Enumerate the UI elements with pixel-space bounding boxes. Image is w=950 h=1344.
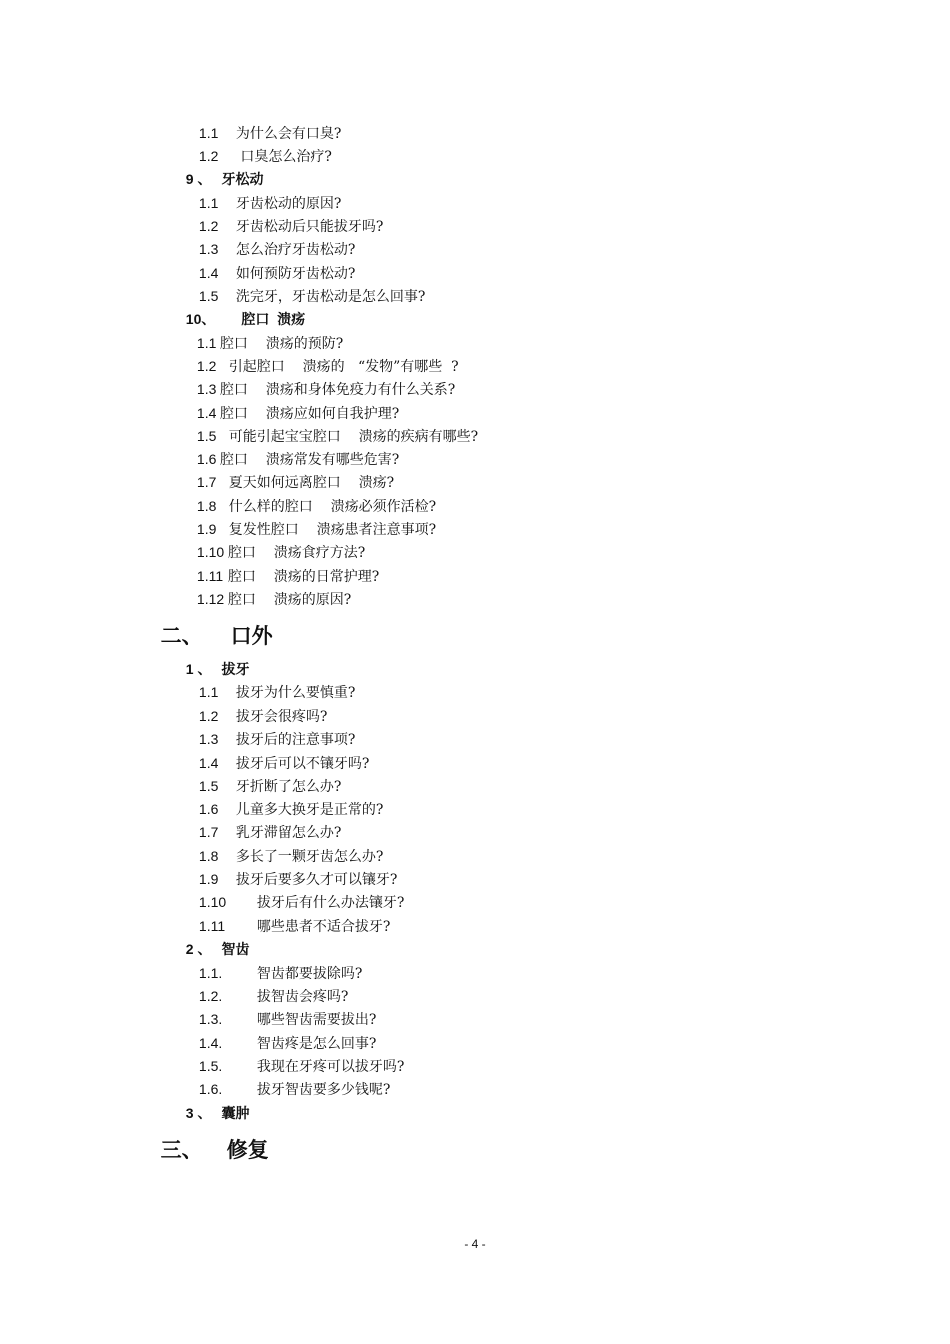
item-text: 拔牙智齿要多少钱呢? — [256, 1082, 391, 1098]
item-number: 1.1 — [198, 195, 219, 211]
item-text: 多长了一颗牙齿怎么办? — [235, 849, 384, 865]
list-item — [190, 779, 384, 818]
item-text: 智齿疼是怎么回事? — [256, 1036, 377, 1052]
list-item — [190, 943, 363, 982]
section-number: 3 、 — [185, 1105, 212, 1121]
chapter-number: 二、 — [160, 623, 203, 648]
item-text: 拔智齿会疼吗? — [256, 989, 349, 1005]
item-number: 1.4 — [198, 265, 219, 281]
item-number: 1.8 — [196, 498, 217, 514]
item-text: 腔口 溃疡应如何自我护理? — [219, 406, 400, 422]
item-text: 我现在牙疼可以拔牙吗? — [256, 1059, 405, 1075]
item-number: 1.7 — [196, 474, 217, 490]
item-text: 牙折断了怎么办? — [235, 779, 342, 795]
item-text: 哪些智齿需要拔出? — [256, 1012, 377, 1028]
list-item — [190, 849, 398, 888]
section-number: 1 、 — [185, 661, 212, 677]
item-text: 如何预防牙齿松动? — [235, 266, 356, 282]
item-text: 复发性腔口 溃疡患者注意事项? — [219, 522, 437, 538]
list-item — [188, 476, 437, 515]
section-number: 2 、 — [185, 941, 212, 957]
list-item — [190, 126, 332, 165]
item-text: 牙齿松动的原因? — [235, 196, 342, 212]
section-heading — [178, 639, 250, 677]
chapter-title: 修复 — [226, 1137, 269, 1162]
item-text: 腔口 溃疡的原因? — [227, 592, 352, 608]
list-item — [190, 709, 356, 748]
item-number: 1.5 — [198, 778, 219, 794]
item-number: 1.12 — [196, 591, 225, 607]
item-text: 拔牙后有什么办法镶牙? — [256, 895, 405, 911]
item-text: 腔口 溃疡食疗方法? — [227, 545, 366, 561]
list-item — [188, 359, 456, 398]
list-item — [188, 336, 459, 375]
item-number: 1.1 — [198, 684, 219, 700]
item-number: 1.7 — [198, 824, 219, 840]
item-number: 1.6 — [198, 801, 219, 817]
list-item — [188, 383, 400, 422]
item-number: 1.4 — [198, 755, 219, 771]
item-number: 1.11 — [198, 918, 226, 934]
list-item — [188, 452, 395, 491]
item-number: 1.1 — [198, 125, 219, 141]
item-number: 1.2 — [198, 708, 219, 724]
item-text: 可能引起宝宝腔口 溃疡的疾病有哪些? — [219, 429, 479, 445]
section-title: 囊肿 — [221, 1105, 250, 1121]
item-number: 1.6 — [196, 451, 217, 467]
item-text: 儿童多大换牙是正常的? — [235, 802, 384, 818]
item-text: 夏天如何远离腔口 溃疡? — [219, 475, 395, 491]
list-item — [190, 1013, 377, 1052]
item-text: 腔口 溃疡常发有哪些危害? — [219, 452, 400, 468]
section-heading — [178, 289, 306, 327]
item-number: 1.10 — [198, 894, 227, 910]
item-text: 拔牙后的注意事项? — [235, 732, 356, 748]
section-title: 腔口 溃疡 — [241, 311, 306, 327]
list-item — [190, 219, 356, 258]
item-text: 腔口 溃疡的预防? — [219, 336, 344, 352]
item-number: 1.1 — [196, 335, 217, 351]
list-item — [190, 686, 328, 725]
list-item — [188, 522, 366, 561]
list-item — [190, 173, 342, 212]
list-item — [185, 311, 344, 352]
item-text: 腔口 溃疡的日常护理? — [227, 569, 380, 585]
item-number: 1.1. — [198, 965, 223, 981]
item-number: 1.5. — [198, 1058, 223, 1074]
list-item — [190, 1036, 405, 1075]
list-item — [190, 266, 426, 305]
list-item — [190, 196, 384, 235]
chapter-heading — [146, 1108, 269, 1162]
list-item — [190, 989, 377, 1028]
list-item — [190, 872, 405, 911]
item-number: 1.11 — [196, 568, 224, 584]
section-number: 9 、 — [185, 171, 212, 187]
list-item — [188, 499, 437, 538]
item-number: 1.2 — [198, 148, 219, 164]
item-number: 1.9 — [196, 521, 217, 537]
item-number: 1.8 — [198, 848, 219, 864]
item-text: 拔牙会很疼吗? — [235, 709, 328, 725]
item-number: 1.5 — [196, 428, 217, 444]
item-number: 1.9 — [198, 871, 219, 887]
item-number: 1.4 — [196, 405, 217, 421]
item-number: 1.3 — [198, 241, 219, 257]
item-text: 怎么治疗牙齿松动? — [235, 242, 356, 258]
item-number: 1.10 — [196, 544, 225, 560]
item-text: 乳牙滞留怎么办? — [235, 825, 342, 841]
list-item — [190, 756, 342, 795]
page-number: - 4 - — [464, 1237, 486, 1251]
chapter-heading — [146, 594, 273, 648]
item-number: 1.4. — [198, 1035, 223, 1051]
list-item — [190, 966, 349, 1005]
item-number: 1.5 — [198, 288, 219, 304]
list-item — [190, 1059, 391, 1098]
item-text: 拔牙后可以不镶牙吗? — [235, 756, 370, 772]
item-text: 什么样的腔口 溃疡必须作活检? — [219, 499, 437, 515]
item-number: 1.2. — [198, 988, 223, 1004]
item-text: 拔牙后要多久才可以镶牙? — [235, 872, 398, 888]
list-item — [190, 733, 370, 772]
list-item — [190, 243, 356, 282]
item-number: 1.2 — [198, 218, 219, 234]
chapter-number: 三、 — [160, 1137, 203, 1162]
item-number: 1.3 — [198, 731, 219, 747]
list-item — [190, 103, 342, 142]
item-text: 拔牙为什么要慎重? — [235, 685, 356, 701]
list-item — [188, 569, 352, 608]
section-number: 10、 — [185, 311, 216, 327]
item-text: 口臭怎么治疗? — [235, 149, 332, 165]
list-item — [188, 406, 479, 445]
list-item — [188, 429, 400, 468]
list-item — [190, 662, 356, 701]
section-heading — [178, 149, 264, 187]
chapter-title: 口外 — [230, 623, 273, 648]
section-title: 拔牙 — [221, 661, 250, 677]
item-number: 1.6. — [198, 1081, 223, 1097]
list-item — [190, 802, 342, 841]
item-number: 1.3 — [196, 381, 217, 397]
item-text: 牙齿松动后只能拔牙吗? — [235, 219, 384, 235]
item-text: 腔口 溃疡和身体免疫力有什么关系? — [219, 382, 456, 398]
section-heading — [178, 919, 250, 957]
section-title: 智齿 — [221, 941, 250, 957]
item-text: 为什么会有口臭? — [235, 126, 342, 142]
section-heading — [178, 1083, 250, 1121]
item-number: 1.3. — [198, 1011, 223, 1027]
item-text: 洗完牙，牙齿松动是怎么回事? — [235, 289, 426, 305]
item-text: 引起腔口 溃疡的 “发物”有哪些 ? — [219, 359, 459, 375]
item-text: 智齿都要拔除吗? — [256, 966, 363, 982]
item-number: 1.2 — [196, 358, 217, 374]
list-item — [190, 896, 391, 935]
list-item — [190, 826, 384, 865]
section-title: 牙松动 — [221, 171, 264, 187]
list-item — [188, 546, 380, 585]
item-text: 哪些患者不适合拔牙? — [256, 919, 391, 935]
